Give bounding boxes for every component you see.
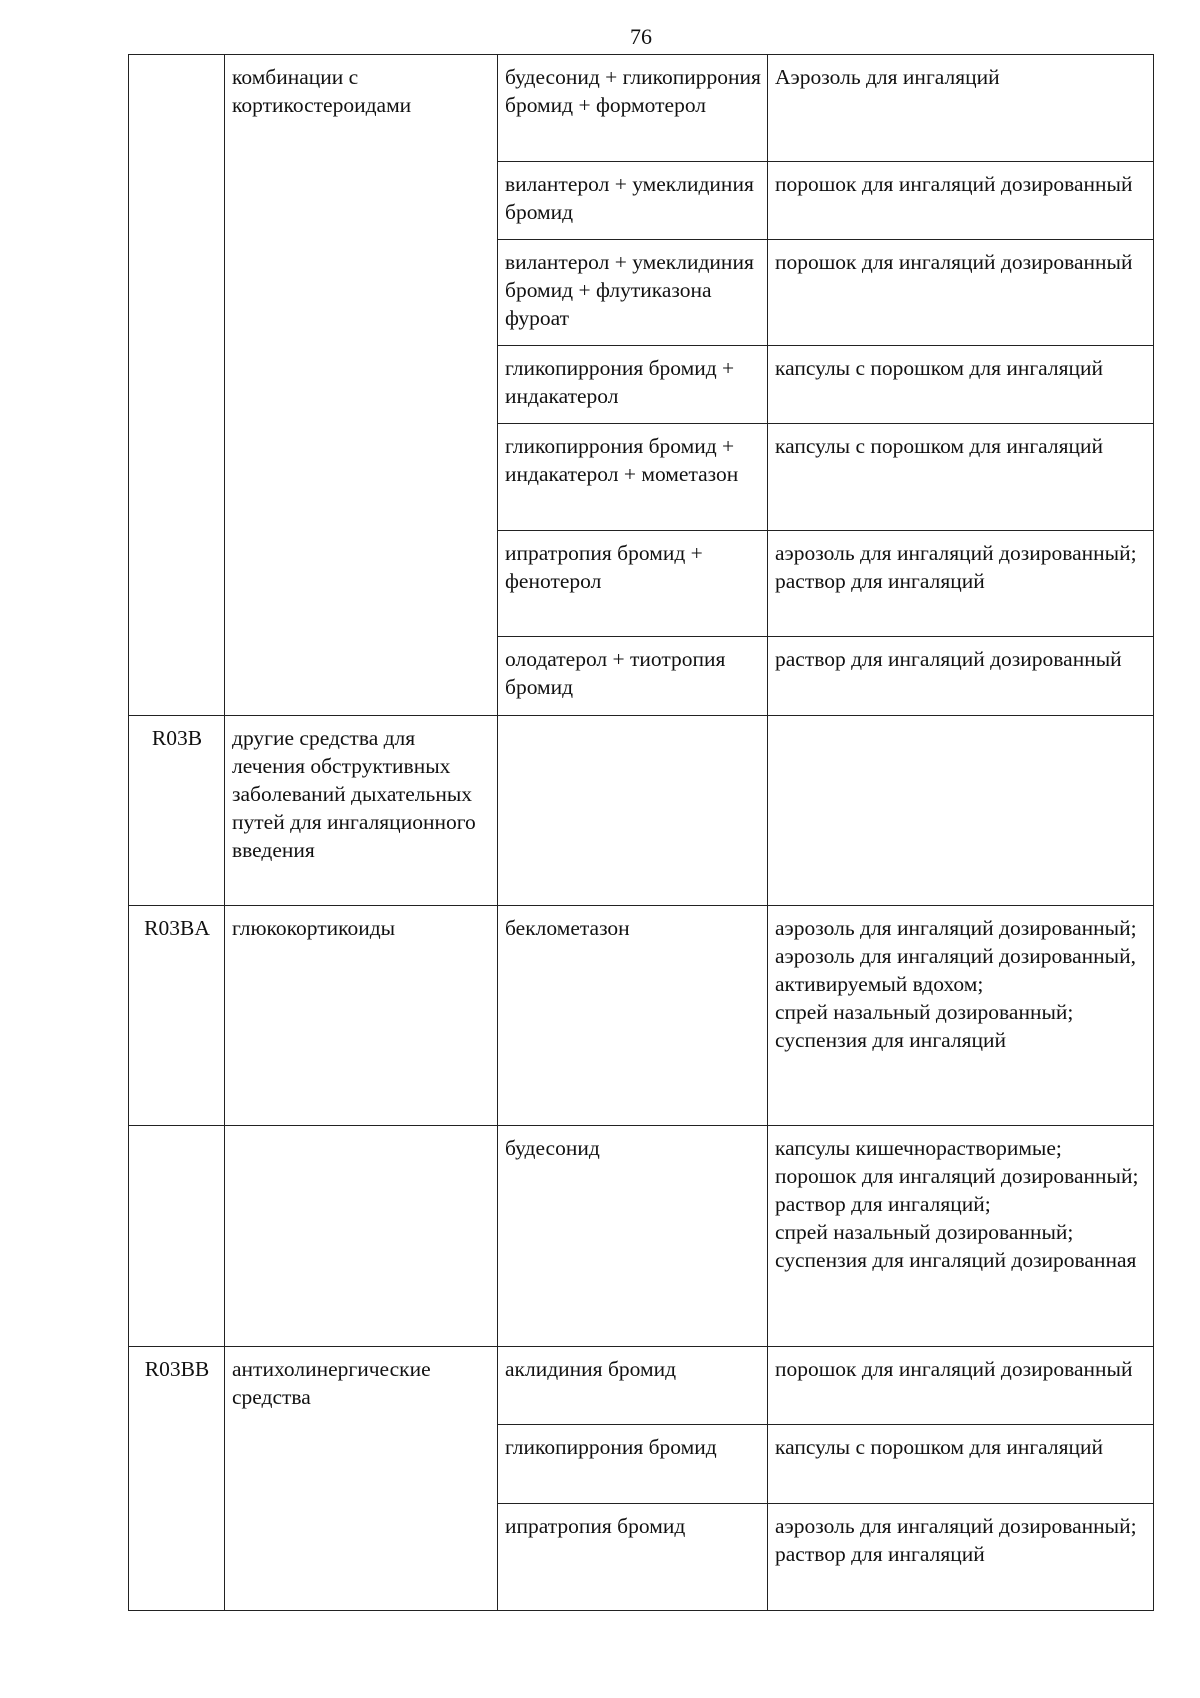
form-line: аэрозоль для ингаляций дозированный; <box>775 1514 1137 1538</box>
form-line: капсулы кишечнорастворимые; <box>775 1136 1062 1160</box>
form-cell <box>768 162 1154 240</box>
form-line: спрей назальный дозированный; <box>775 1000 1074 1024</box>
form-line: порошок для ингаляций дозированный; <box>775 1164 1139 1188</box>
drug-cell: гликопиррония бромид <box>498 1425 768 1504</box>
form-cell <box>768 55 1154 162</box>
form-cell <box>768 637 1154 716</box>
table-row <box>129 1126 1154 1347</box>
form-cell <box>768 240 1154 346</box>
group-cell: антихолинергические средства <box>225 1347 498 1611</box>
form-cell <box>768 1126 1154 1347</box>
atc-code-cell <box>129 1126 225 1347</box>
form-cell <box>768 346 1154 424</box>
form-line: капсулы с порошком для ингаляций <box>775 434 1104 458</box>
form-cell <box>768 1425 1154 1504</box>
form-line: порошок для ингаляций дозированный <box>775 172 1133 196</box>
form-cell <box>768 1504 1154 1611</box>
atc-code-cell: R03B <box>129 716 225 906</box>
group-cell: другие средства для лечения обструктивных заболеваний дыхательных путей для ингаляционного введения <box>225 716 498 906</box>
form-line: капсулы с порошком для ингаляций <box>775 356 1104 380</box>
form-line: суспензия для ингаляций <box>775 1028 1006 1052</box>
form-line: раствор для ингаляций; <box>775 1192 991 1216</box>
atc-code-cell <box>129 55 225 716</box>
form-line: раствор для ингаляций <box>775 1542 985 1566</box>
drug-cell: гликопиррония бромид + индакатерол <box>498 346 768 424</box>
form-line: аэрозоль для ингаляций дозированный; <box>775 541 1137 565</box>
table-row <box>129 55 1154 162</box>
drug-cell: вилантерол + умеклидиния бромид <box>498 162 768 240</box>
atc-code-cell: R03BB <box>129 1347 225 1611</box>
drug-cell: аклидиния бромид <box>498 1347 768 1425</box>
table-row <box>129 1347 1154 1425</box>
table-row <box>129 716 1154 906</box>
table-row <box>129 906 1154 1126</box>
form-line: аэрозоль для ингаляций дозированный, активируемый вдохом; <box>775 944 1136 996</box>
form-line: суспензия для ингаляций дозированная <box>775 1248 1137 1272</box>
form-cell <box>768 531 1154 637</box>
drug-cell: будесонид <box>498 1126 768 1347</box>
group-cell: комбинации с кортикостероидами <box>225 55 498 716</box>
form-cell <box>768 906 1154 1126</box>
drug-cell: ипратропия бромид + фенотерол <box>498 531 768 637</box>
form-cell <box>768 1347 1154 1425</box>
group-cell <box>225 1126 498 1347</box>
drug-cell: гликопиррония бромид + индакатерол + мометазон <box>498 424 768 531</box>
form-line: Аэрозоль для ингаляций <box>775 65 1000 89</box>
form-line: раствор для ингаляций <box>775 569 985 593</box>
form-line: порошок для ингаляций дозированный <box>775 1357 1133 1381</box>
form-cell <box>768 716 1154 906</box>
drug-cell: беклометазон <box>498 906 768 1126</box>
form-line: спрей назальный дозированный; <box>775 1220 1074 1244</box>
drug-cell: ипратропия бромид <box>498 1504 768 1611</box>
atc-code-cell: R03BA <box>129 906 225 1126</box>
drug-cell: олодатерол + тиотропия бромид <box>498 637 768 716</box>
group-cell: глюкокортикоиды <box>225 906 498 1126</box>
page-number: 76 <box>630 24 652 49</box>
form-line: порошок для ингаляций дозированный <box>775 250 1133 274</box>
form-line: капсулы с порошком для ингаляций <box>775 1435 1104 1459</box>
drug-cell: вилантерол + умеклидиния бромид + флутиказона фуроат <box>498 240 768 346</box>
form-line: аэрозоль для ингаляций дозированный; <box>775 916 1137 940</box>
drug-table <box>128 54 1154 1611</box>
form-line: раствор для ингаляций дозированный <box>775 647 1122 671</box>
form-cell <box>768 424 1154 531</box>
drug-cell: будесонид + гликопиррония бромид + формотерол <box>498 55 768 162</box>
drug-cell <box>498 716 768 906</box>
